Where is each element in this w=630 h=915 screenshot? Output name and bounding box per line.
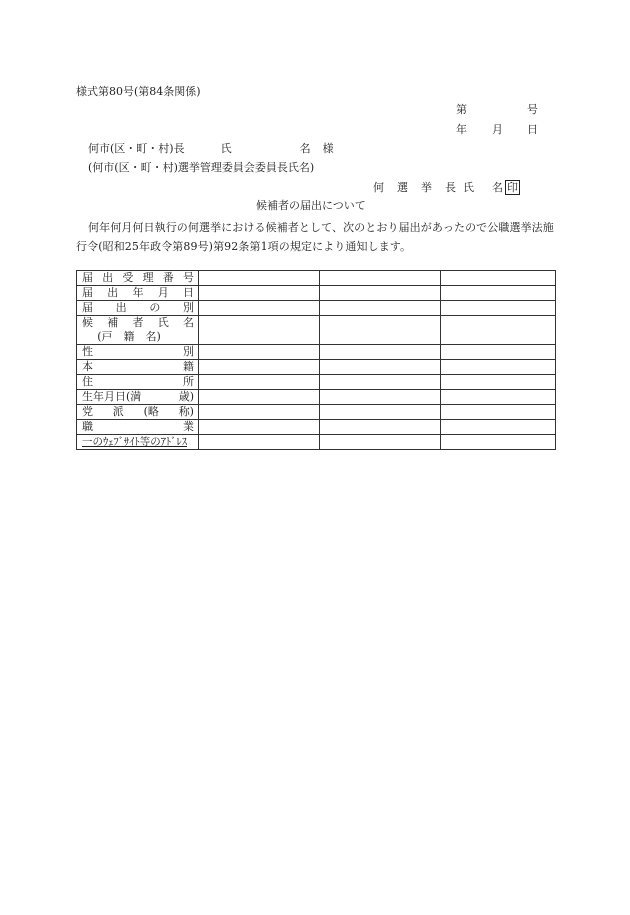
row-label-char: 受 <box>122 271 134 284</box>
row-label-char: 者 <box>132 316 144 329</box>
row-label-char: 名 <box>183 316 194 329</box>
row-label <box>77 435 199 450</box>
table-cell[interactable] <box>320 420 441 435</box>
row-label-char: 届 <box>82 301 93 314</box>
table-row <box>77 271 556 286</box>
row-label-char: 番 <box>162 271 174 284</box>
table-cell[interactable] <box>441 271 556 286</box>
row-label-char: 党 <box>82 405 93 418</box>
year-label: 年 <box>456 123 467 136</box>
table-cell[interactable] <box>320 345 441 360</box>
table-cell[interactable] <box>441 360 556 375</box>
table-cell[interactable] <box>199 390 320 405</box>
row-label-char: 出 <box>115 301 127 314</box>
table-cell[interactable] <box>441 435 556 450</box>
row-label-char: 籍 <box>183 360 194 373</box>
addressee-sama: 様 <box>322 142 334 155</box>
row-label <box>77 301 199 316</box>
row-label-char: 補 <box>107 316 119 329</box>
addressee-alt-line: (何市(区・町・村)選挙管理委員会委員長氏名) <box>88 161 315 174</box>
row-label-char: の <box>149 301 161 314</box>
table-cell[interactable] <box>441 390 556 405</box>
notice-table <box>76 270 556 450</box>
row-label-char: 業 <box>183 420 194 433</box>
table-cell[interactable] <box>199 405 320 420</box>
row-label-char: 本 <box>82 360 93 373</box>
row-label-char: 職 <box>82 420 93 433</box>
table-cell[interactable] <box>320 301 441 316</box>
table-cell[interactable] <box>320 390 441 405</box>
document-title: 候補者の届出について <box>256 199 366 212</box>
row-label <box>77 345 199 360</box>
table-cell[interactable] <box>199 360 320 375</box>
table-row <box>77 390 556 405</box>
go-label: 号 <box>527 103 538 116</box>
table-cell[interactable] <box>320 360 441 375</box>
row-label <box>77 405 199 420</box>
table-cell[interactable] <box>199 435 320 450</box>
row-label-char: 住 <box>82 375 93 388</box>
row-label <box>77 375 199 390</box>
sender-char: 氏 <box>463 181 474 194</box>
row-label-char: 別 <box>182 301 194 314</box>
table-row <box>77 360 556 375</box>
body-paragraph: 何年何月何日執行の何選挙における候補者として、次のとおり届出があったので公職選挙法施行令(昭和25年政令第89号)第92条第1項の規定により通知します。 <box>76 221 554 253</box>
table-cell[interactable] <box>199 271 320 286</box>
sender-char: 名 <box>492 181 503 194</box>
month-label: 月 <box>492 123 503 136</box>
sender-char: 何 <box>373 181 384 194</box>
table-cell[interactable] <box>199 345 320 360</box>
table-row <box>77 301 556 316</box>
row-label-char: 氏 <box>157 316 169 329</box>
row-label-char: 日 <box>183 286 194 299</box>
sender-char: 挙 <box>421 181 432 194</box>
table-row <box>77 375 556 390</box>
table-row <box>77 435 556 450</box>
row-label-char: 別 <box>183 345 194 358</box>
table-cell[interactable] <box>441 316 556 345</box>
row-label <box>77 420 199 435</box>
addressee-mei: 名 <box>299 142 311 155</box>
row-sublabel: (戸 籍 名) <box>97 330 161 343</box>
row-label-char: 出 <box>107 286 119 299</box>
row-label-char: 性 <box>82 345 93 358</box>
dai-label: 第 <box>456 103 467 116</box>
row-label-char: 号 <box>182 271 194 284</box>
row-label-char: 月 <box>157 286 169 299</box>
table-cell[interactable] <box>441 405 556 420</box>
form-number: 様式第80号(第84条関係) <box>76 85 201 98</box>
row-label-char: 称) <box>178 405 194 418</box>
sender-char: 長 <box>445 181 456 194</box>
table-cell[interactable] <box>320 316 441 345</box>
row-label <box>77 316 199 345</box>
table-cell[interactable] <box>441 301 556 316</box>
sender-char: 選 <box>397 181 408 194</box>
table-cell[interactable] <box>199 375 320 390</box>
row-label-char: 歳) <box>178 390 194 403</box>
addressee-shi: 氏 <box>220 142 232 155</box>
row-label <box>77 360 199 375</box>
table-cell[interactable] <box>320 405 441 420</box>
row-label-char: 出 <box>102 271 114 284</box>
table-cell[interactable] <box>441 345 556 360</box>
table-cell[interactable] <box>441 375 556 390</box>
row-label <box>77 271 199 286</box>
table-cell[interactable] <box>320 271 441 286</box>
url-label: 一のｳｪﾌﾞｻｲﾄ等のｱﾄﾞﾚｽ <box>82 436 187 448</box>
day-label: 日 <box>527 123 538 136</box>
document-number-line <box>456 104 538 115</box>
row-label-char: 生年月日(満 <box>82 390 142 403</box>
row-label <box>77 286 199 301</box>
table-cell[interactable] <box>441 420 556 435</box>
table-cell[interactable] <box>320 435 441 450</box>
table-row <box>77 420 556 435</box>
addressee-office: 何市(区・町・村)長 <box>88 142 185 155</box>
row-label-char: 理 <box>142 271 154 284</box>
table-cell[interactable] <box>199 420 320 435</box>
row-label-char: 年 <box>132 286 144 299</box>
row-label-char: 候 <box>82 316 93 329</box>
table-cell[interactable] <box>199 301 320 316</box>
sender-line <box>373 180 520 195</box>
row-label-char: 届 <box>82 286 93 299</box>
table-row <box>77 405 556 420</box>
table-row <box>77 316 556 345</box>
row-label-char: (略 <box>143 405 159 418</box>
row-label <box>77 390 199 405</box>
table-cell[interactable] <box>441 286 556 301</box>
addressee-line <box>88 143 334 154</box>
row-label-char: 所 <box>183 375 194 388</box>
table-cell[interactable] <box>320 286 441 301</box>
row-label-char: 届 <box>82 271 93 284</box>
row-label-char: 派 <box>112 405 124 418</box>
table-cell[interactable] <box>320 375 441 390</box>
table-cell[interactable] <box>199 316 320 345</box>
table-cell[interactable] <box>199 286 320 301</box>
seal-mark: 印 <box>507 181 518 194</box>
table-row <box>77 286 556 301</box>
table-row <box>77 345 556 360</box>
